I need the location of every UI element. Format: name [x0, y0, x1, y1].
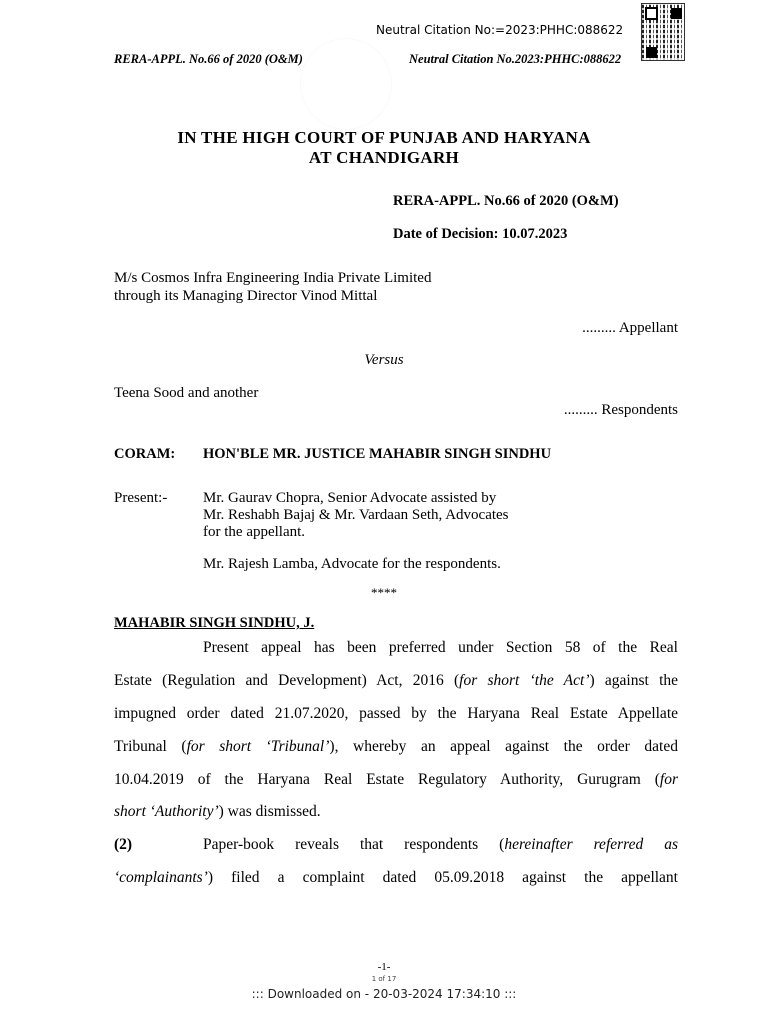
versus: Versus	[364, 352, 404, 368]
separator-stars: ****	[371, 585, 397, 600]
case-number: RERA-APPL. No.66 of 2020 (O&M)	[393, 193, 619, 209]
court-emblem-watermark	[300, 38, 392, 130]
court-title-line1: IN THE HIGH COURT OF PUNJAB AND HARYANA	[177, 128, 591, 147]
appellant-line1: M/s Cosmos Infra Engineering India Private Limited	[114, 270, 432, 286]
para1-line3: impugned order dated 21.07.2020, passed by the Haryana Real Estate Appellate	[114, 705, 678, 722]
decision-date: Date of Decision: 10.07.2023	[393, 226, 568, 242]
present-line4: Mr. Rajesh Lamba, Advocate for the respondents.	[203, 556, 501, 572]
para1-line4: Tribunal (for short ‘Tribunal’), whereby an appeal against the order dated	[114, 738, 678, 755]
neutral-citation-top: Neutral Citation No:=2023:PHHC:088622	[376, 23, 624, 37]
para1-line5: 10.04.2019 of the Haryana Real Estate Regulatory Authority, Gurugram (for	[114, 771, 678, 788]
court-title-line2: AT CHANDIGARH	[308, 148, 460, 167]
page-number: -1-	[377, 961, 391, 973]
respondent-label: ......... Respondents	[563, 402, 678, 418]
para2-line1: Paper-book reveals that respondents (hereinafter referred as	[203, 836, 678, 853]
para2-line2: ‘complainants’) filed a complaint dated 05.09.2018 against the appellant	[114, 869, 678, 886]
para1-line6: short ‘Authority’) was dismissed.	[114, 803, 321, 820]
present-line3: for the appellant.	[203, 524, 306, 540]
appellant-label: ......... Appellant	[582, 320, 678, 336]
coram-judge: HON'BLE MR. JUSTICE MAHABIR SINGH SINDHU	[203, 446, 552, 462]
respondent-name: Teena Sood and another	[114, 385, 259, 401]
para1-line2: Estate (Regulation and Development) Act, 2016 (for short ‘the Act’) against the	[114, 672, 678, 689]
header-case-ref: RERA-APPL. No.66 of 2020 (O&M)	[114, 52, 303, 66]
qr-code	[641, 3, 685, 61]
present-line2: Mr. Reshabh Bajaj & Mr. Vardaan Seth, Advocates	[203, 507, 509, 523]
judgment-author: MAHABIR SINGH SINDHU, J.	[114, 615, 315, 631]
header-neutral-citation: Neutral Citation No.2023:PHHC:088622	[409, 52, 622, 66]
appellant-line2: through its Managing Director Vinod Mittal	[114, 288, 378, 304]
present-label: Present:-	[114, 490, 168, 506]
present-line1: Mr. Gaurav Chopra, Senior Advocate assisted by	[203, 490, 497, 506]
para1-line1: Present appeal has been preferred under Section 58 of the Real	[203, 639, 678, 656]
para2-number: (2)	[114, 836, 133, 853]
page-of: 1 of 17	[371, 975, 397, 983]
coram-label: CORAM:	[114, 446, 176, 462]
download-stamp: ::: Downloaded on - 20-03-2024 17:34:10 :::	[251, 987, 517, 1001]
